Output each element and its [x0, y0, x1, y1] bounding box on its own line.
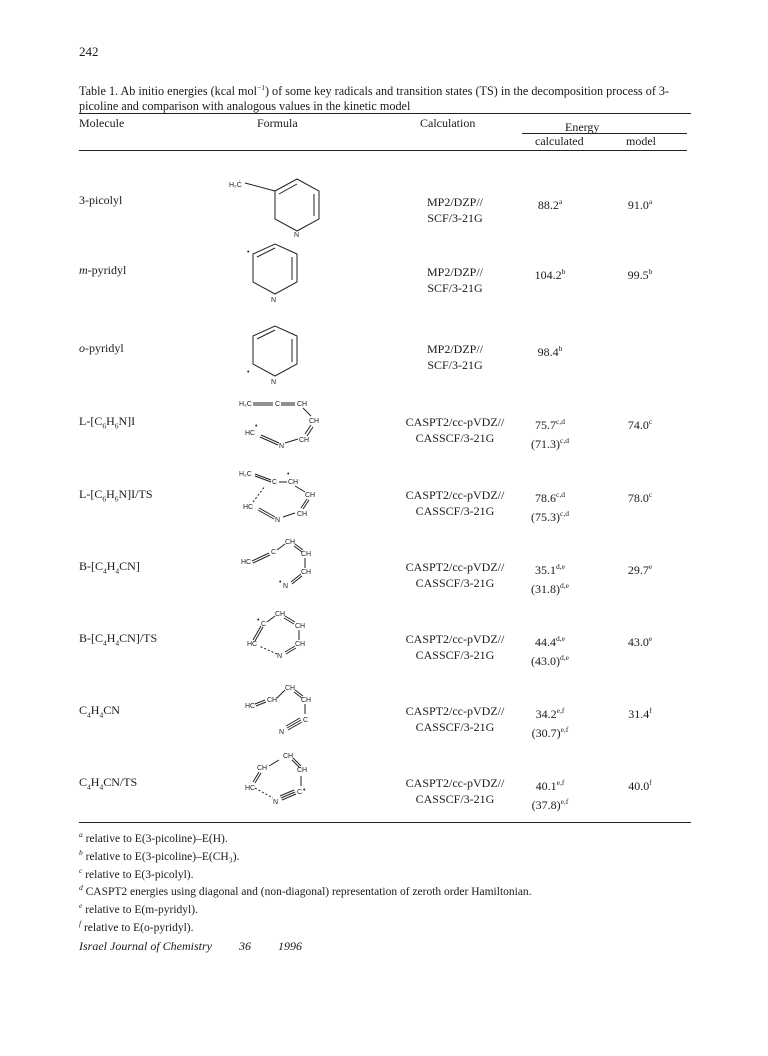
caption-text-end: ) of some key radicals and transition states (TS) in the decomposition process of 3-picoline and comparison with analogous values in the kinetic model — [79, 84, 670, 114]
svg-text:CH: CH — [267, 697, 278, 704]
svg-text:HC: HC — [245, 785, 256, 792]
calc-b-c4h4cn: CASPT2/cc-pVDZ// CASSCF/3-21G — [405, 560, 505, 590]
header-calculation: Calculation — [420, 116, 476, 130]
svg-text:•: • — [247, 249, 250, 256]
calc-c4h4cn-ts: CASPT2/cc-pVDZ// CASSCF/3-21G — [405, 776, 505, 806]
calc-b-c4h4cn-ts: CASPT2/cc-pVDZ// CASSCF/3-21G — [405, 632, 505, 662]
svg-text:HC: HC — [245, 430, 256, 437]
svg-text:CH: CH — [301, 569, 312, 576]
svg-text:N: N — [294, 232, 300, 239]
svg-text:C: C — [303, 717, 309, 724]
molecule-c4h4cn-ts: $C_4H_4CN/TS$ — [79, 775, 138, 792]
calc-3-picolyl: MP2/DZP// SCF/3-21G — [426, 195, 483, 225]
header-formula: Formula — [257, 116, 298, 130]
svg-text:N: N — [279, 443, 285, 450]
svg-text:C: C — [297, 789, 303, 796]
molecule-b-c4h4cn: $B-[C_4H_4CN]$ — [79, 559, 140, 576]
svg-text:N: N — [275, 517, 281, 524]
structure-3-picolyl — [225, 165, 335, 245]
svg-text:CH: CH — [285, 685, 296, 692]
svg-text:CH: CH — [301, 551, 312, 558]
svg-text:N: N — [277, 653, 283, 660]
structure-c4h4cn-ts — [225, 748, 335, 828]
footnotes — [79, 828, 532, 935]
svg-text:N: N — [283, 583, 289, 590]
footnote-a: $^a$ relative to E(3-picoline)–E(H). — [79, 830, 228, 845]
energy-calc-l-c6h6n-i: 75.7$^{c,d}$ $(71.3)^{c,d}$ — [531, 417, 569, 451]
svg-text:•: • — [303, 787, 306, 794]
header-bottom-rule — [79, 150, 687, 151]
footnote-c: $^c$ relative to E(3-picolyl). — [79, 865, 194, 881]
svg-text:N: N — [271, 297, 277, 304]
journal-year: 1996 — [278, 939, 302, 953]
energy-model-c4h4cn-ts: 40.0$^f$ — [628, 778, 652, 793]
svg-text:N: N — [271, 379, 277, 386]
svg-text:HC: HC — [243, 504, 254, 511]
svg-text:CH: CH — [309, 418, 320, 425]
table-caption — [79, 80, 694, 114]
calc-o-pyridyl: MP2/DZP// SCF/3-21G — [426, 342, 483, 372]
energy-model-m-pyridyl: 99.5$^b$ — [627, 267, 653, 282]
svg-text:•: • — [257, 617, 260, 624]
bottom-rule — [79, 822, 691, 823]
svg-text:CH: CH — [297, 511, 308, 518]
molecule-l-c6h6n-i-ts: $L-[C_6H_6N]I/TS$ — [79, 487, 153, 504]
svg-text:HC: HC — [241, 559, 252, 566]
svg-text:C: C — [261, 621, 267, 628]
molecule-o-pyridyl: o-pyridyl — [79, 341, 124, 355]
svg-text:N: N — [279, 729, 285, 736]
svg-text:CH: CH — [297, 767, 308, 774]
svg-text:H₂Ċ: H₂Ċ — [229, 182, 242, 189]
header-model: model — [626, 134, 656, 148]
caption-text-start: Table 1. Ab initio energies (kcal mol — [79, 84, 257, 99]
svg-text:HC: HC — [245, 703, 256, 710]
structure-m-pyridyl — [225, 240, 335, 320]
svg-text:N: N — [273, 799, 279, 806]
molecule-3-picolyl: 3-picolyl — [79, 193, 123, 207]
page-number: 242 — [79, 44, 99, 59]
svg-text:H₂C: H₂C — [239, 471, 252, 478]
header-molecule: Molecule — [79, 116, 125, 130]
svg-text:•: • — [279, 579, 282, 586]
svg-text:CH: CH — [275, 611, 286, 618]
svg-text:CH: CH — [285, 539, 296, 546]
svg-text:CH: CH — [288, 479, 299, 486]
calc-l-c6h6n-i: CASPT2/cc-pVDZ// CASSCF/3-21G — [405, 415, 505, 445]
header-energy: Energy — [565, 120, 600, 134]
footnote-e: $^e$ relative to E(m-pyridyl). — [79, 901, 198, 917]
energy-calc-3-picolyl: 88.2$^a$ — [537, 197, 563, 212]
calc-c4h4cn: CASPT2/cc-pVDZ// CASSCF/3-21G — [405, 704, 505, 734]
structure-b-c4h4cn — [225, 532, 335, 612]
svg-text:C: C — [271, 549, 277, 556]
svg-text:•: • — [287, 471, 290, 478]
structure-o-pyridyl — [225, 320, 335, 400]
svg-text:•: • — [255, 423, 258, 430]
svg-text:CH: CH — [257, 765, 268, 772]
molecule-m-pyridyl: m-pyridyl — [79, 263, 127, 277]
svg-text:C: C — [272, 479, 278, 486]
svg-text:CH: CH — [297, 401, 308, 408]
svg-text:CH: CH — [299, 437, 310, 444]
journal-name: Israel Journal of Chemistry — [79, 939, 212, 953]
energy-calc-c4h4cn-ts: 40.1$^{e,f}$ $(37.8)^{e,f}$ — [531, 778, 569, 812]
svg-text:C: C — [275, 401, 281, 408]
structure-l-c6h6n-i — [225, 392, 335, 472]
structure-c4h4cn — [225, 676, 335, 756]
energy-model-c4h4cn: 31.4$^f$ — [628, 706, 652, 721]
energy-model-l-c6h6n-i-ts: 78.0$^c$ — [627, 490, 653, 505]
energy-model-b-c4h4cn: 29.7e — [627, 562, 653, 577]
molecule-b-c4h4cn-ts: $B-[C_4H_4CN]/TS$ — [79, 631, 158, 648]
energy-calc-b-c4h4cn-ts: 44.4$^{d,e}$ $(43.0)^{d,e}$ — [531, 634, 569, 668]
energy-calc-b-c4h4cn: 35.1$^{d,e}$ $(31.8)^{d,e}$ — [531, 562, 569, 596]
svg-text:CH: CH — [283, 753, 294, 760]
structure-l-c6h6n-i-ts — [225, 462, 335, 542]
footnote-f: $^f$ relative to E(o-pyridyl). — [79, 919, 194, 934]
energy-calc-l-c6h6n-i-ts: 78.6$^{c,d}$ $(75.3)^{c,d}$ — [531, 490, 569, 524]
energy-model-3-picolyl: 91.0$^a$ — [627, 197, 653, 212]
energy-calc-o-pyridyl: 98.4$^b$ — [537, 344, 563, 359]
calc-m-pyridyl: MP2/DZP// SCF/3-21G — [426, 265, 483, 295]
structure-b-c4h4cn-ts — [225, 604, 335, 684]
svg-text:CH: CH — [301, 697, 312, 704]
energy-calc-c4h4cn: 34.2$^{e,f}$ $(30.7)^{e,f}$ — [531, 706, 569, 740]
svg-text:CH: CH — [295, 641, 306, 648]
energy-model-l-c6h6n-i: 74.0$^c$ — [627, 417, 653, 432]
molecule-l-c6h6n-i: $L-[C_6H_6N]I$ — [79, 414, 136, 431]
header-calculated: calculated — [535, 134, 584, 148]
svg-text:CH: CH — [305, 492, 316, 499]
footnote-d: $^d$ CASPT2 energies using diagonal and (non-diagonal) representation of zeroth order Hamiltonian. — [79, 883, 532, 899]
svg-text:H₂C: H₂C — [239, 401, 252, 408]
svg-text:HC: HC — [247, 641, 258, 648]
energy-calc-m-pyridyl: 104.2$^b$ — [534, 267, 566, 282]
caption-unit-exponent: −1 — [256, 83, 265, 92]
calc-l-c6h6n-i-ts: CASPT2/cc-pVDZ// CASSCF/3-21G — [405, 488, 505, 518]
footnote-b: $^b$ relative to E(3-picoline)–E(CH₃). — [79, 847, 240, 863]
top-rule — [79, 113, 691, 114]
energy-model-b-c4h4cn-ts: 43.0e — [627, 634, 653, 649]
journal-volume: 36 — [239, 939, 251, 953]
svg-text:CH: CH — [295, 623, 306, 630]
molecule-c4h4cn: $C_4H_4CN$ — [79, 703, 120, 720]
journal-footer — [79, 939, 326, 954]
svg-text:•: • — [247, 369, 250, 376]
